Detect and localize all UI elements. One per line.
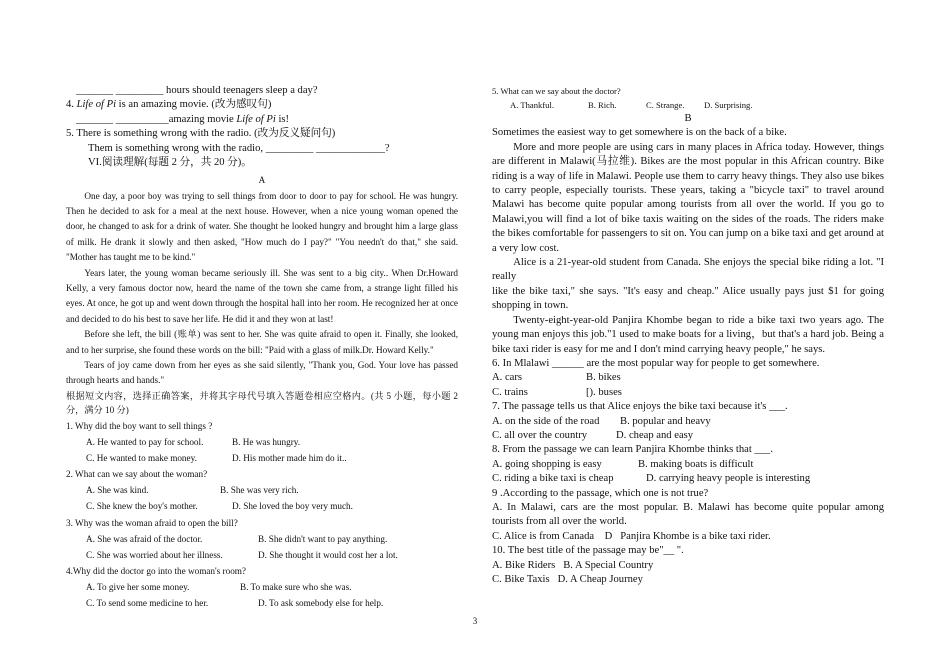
question-5-options	[492, 98, 884, 112]
exercise-line-5: Them is something wrong with the radio, _________ _____________?	[88, 142, 390, 154]
left-column	[66, 84, 458, 611]
question-text: 1. Why did the boy want to sell things ?	[66, 421, 213, 431]
option-c: C. trains	[492, 386, 528, 398]
option-d: D. She thought it would cost her a lot.	[258, 549, 398, 560]
section-b-label: B	[684, 113, 692, 124]
option-c: C. riding a bike taxi is cheap	[492, 473, 614, 485]
question-6-options-ab	[492, 371, 884, 385]
option-a: A. on the side of the road	[492, 415, 600, 427]
option-a: A. cars	[492, 372, 523, 384]
option-c: C. To send some medicine to her.	[86, 598, 209, 609]
option-d: D. His mother made him do it..	[232, 453, 347, 464]
option-d: D. Surprising.	[704, 100, 753, 110]
passage-a-paragraph-4: Tears of joy came down from her eyes as she said silently, "Thank you, God. Your love has passed through hearts and hands."	[66, 360, 458, 386]
option-d: D. She loved the boy very much.	[232, 501, 353, 512]
exercise-line-1: _______ _________ hours should teenagers sleep a day?	[76, 85, 318, 96]
option-a: A. going shopping is easy	[492, 458, 602, 470]
option-b: B. She was very rich.	[220, 485, 299, 496]
page-number: 3	[472, 616, 478, 626]
question-10-options-ab: A. Bike Riders B. A Special Country	[492, 559, 654, 571]
passage-b-paragraph-4: like the bike taxi," she says. "It's easy and cheap." Alice usually pays just $1 for going shopping in town.	[492, 285, 884, 312]
passage-a-paragraph-2: Years later, the young woman became seriously ill. She was sent to a big city.. When Dr.Howard Kelly, a very famous doctor now, heard the name of the town she came from, a strange light filled his eyes. At once, he got up and went down through the hospital hall into her room. He recognized her at once and decided to do his best to save her life. He did it and they won at last!	[66, 267, 458, 324]
question-9-text: 9 .According to the passage, which one is not true?	[492, 487, 709, 499]
option-a: A. Thankful.	[510, 100, 554, 110]
question-3	[66, 515, 458, 563]
question-6-text: 6. In Mlalawi ______ are the most popular way for people to get somewhere.	[492, 357, 820, 369]
question-9-options-cd: C. Alice is from Canada D Panjira Khombe is a bike taxi rider.	[492, 530, 771, 542]
question-8-options-cd	[492, 472, 884, 486]
option-b: B. To make sure who she was.	[240, 581, 352, 592]
option-c: C. He wanted to make money.	[86, 453, 197, 464]
option-c: C. all over the country	[492, 429, 588, 441]
option-a: A. She was afraid of the doctor.	[86, 533, 203, 544]
option-c: C. She knew the boy's mother.	[86, 501, 198, 512]
question-text: 2. What can we say about the woman?	[66, 469, 208, 480]
option-a: A. He wanted to pay for school.	[86, 437, 204, 448]
question-8-text: 8. From the passage we can learn Panjira Khombe thinks that ___.	[492, 444, 773, 456]
exercise-line-4: 5. There is something wrong with the radio. (改为反义疑问句)	[66, 128, 336, 140]
option-d: [). buses	[586, 386, 622, 398]
question-1	[66, 418, 458, 466]
exercise-line-2: 4. Life of Pi is an amazing movie. (改为感叹句)	[66, 99, 272, 111]
option-a: A. She was kind.	[86, 485, 149, 496]
passage-a-paragraph-3: Before she left, the bill (账单) was sent to her. She was quite afraid to open it. Finally, she looked, and to her surprise, she found these words on the bill: "Paid with a glass of milk.Dr. Howard Kelly."	[66, 329, 458, 355]
question-7-options-cd	[492, 429, 884, 443]
question-10-options-cd: C. Bike Taxis D. A Cheap Journey	[492, 574, 643, 585]
question-text: 3. Why was the woman afraid to open the bill?	[66, 517, 238, 528]
question-7-text: 7. The passage tells us that Alice enjoys the bike taxi because it's ___.	[492, 401, 788, 413]
passage-b-paragraph-2: More and more people are using cars in many places in Africa today. However, things are different in Malawi(马拉维). Bikes are the most popular in this African country. Bike riding is a way of life in Malawi. People use them to carry heavy things. They also use bikes to carry people, especially tourists. These years, taking a "bicycle taxi" to travel around Malawi has become quite popular among tourists from all over the world. If you go to Malawi,you will find a lot of bike taxis waiting on the sides of the roads. The riders make the bikes comfortable for passengers to sit on. You can jump on a bike taxi and get around at a very low cost.	[492, 141, 884, 254]
question-8-options-ab	[492, 458, 884, 472]
question-4	[66, 563, 458, 611]
passage-b-paragraph-5: Twenty-eight-year-old Panjira Khombe began to ride a bike taxi two years ago. The young man enjoys this job."1 used to make boats for a living，but that's a hard job. Being a bike taxi rider is easy for me and I don't mind carrying heavy people," he says.	[492, 314, 884, 355]
option-a: A. To give her some money.	[86, 581, 190, 592]
option-b: B. making boats is difficult	[638, 458, 754, 470]
question-9-options-ab: A. In Malawi, cars are the most popular. B. Malawi has become quite popular among tourists from all over the world.	[492, 501, 884, 528]
question-7-options-ab	[492, 415, 884, 429]
option-b: B. He was hungry.	[232, 437, 301, 448]
section-heading: VI.阅读理解(每题 2 分，共 20 分)。	[88, 157, 252, 169]
instruction: 根据短文内容，选择正确答案，并将其字母代号填入答题卷相应空格内。(共 5 小题，每小题 2 分，满分 10 分)	[66, 390, 458, 416]
passage-b-paragraph-3: Alice is a 21-year-old student from Canada. She enjoys the special bike riding a lot. "I really	[492, 257, 884, 283]
option-b: B. Rich.	[588, 100, 617, 110]
question-text: 4.Why did the doctor go into the woman's room?	[66, 565, 247, 576]
question-10-text: 10. The best title of the passage may be"__ ".	[492, 545, 684, 557]
question-5-text: 5. What can we say about the doctor?	[492, 86, 621, 96]
option-c: C. Strange.	[646, 100, 685, 110]
option-d: D. carrying heavy people is interesting	[646, 473, 811, 485]
option-b: B. bikes	[586, 372, 621, 384]
option-d: D. To ask somebody else for help.	[258, 598, 384, 609]
question-6-options-cd	[492, 386, 884, 400]
exercise-line-3: _______ __________amazing movie Life of Pi is!	[76, 113, 290, 125]
passage-b-line-1: Sometimes the easiest way to get somewhere is on the back of a bike.	[492, 127, 787, 139]
section-a-label: A	[258, 175, 266, 186]
question-2	[66, 466, 458, 514]
option-c: C. She was worried about her illness.	[86, 549, 223, 560]
right-column	[492, 84, 884, 587]
passage-a-paragraph-1: One day, a poor boy was trying to sell things from door to door to pay for school. He was hungry. Then he decided to ask for a meal at the next house. However, when a nice young woman opened the door, he changed to ask for a drink of water. She thought he looked hungry and brought him a large glass of milk. He drank it slowly and then asked, "How much do I pay?" "You needn't do that," she said. "Mother has taught me to be kind."	[66, 190, 458, 263]
option-b: B. She didn't want to pay anything.	[258, 533, 388, 544]
option-d: D. cheap and easy	[616, 429, 694, 441]
option-b: B. popular and heavy	[620, 415, 711, 427]
